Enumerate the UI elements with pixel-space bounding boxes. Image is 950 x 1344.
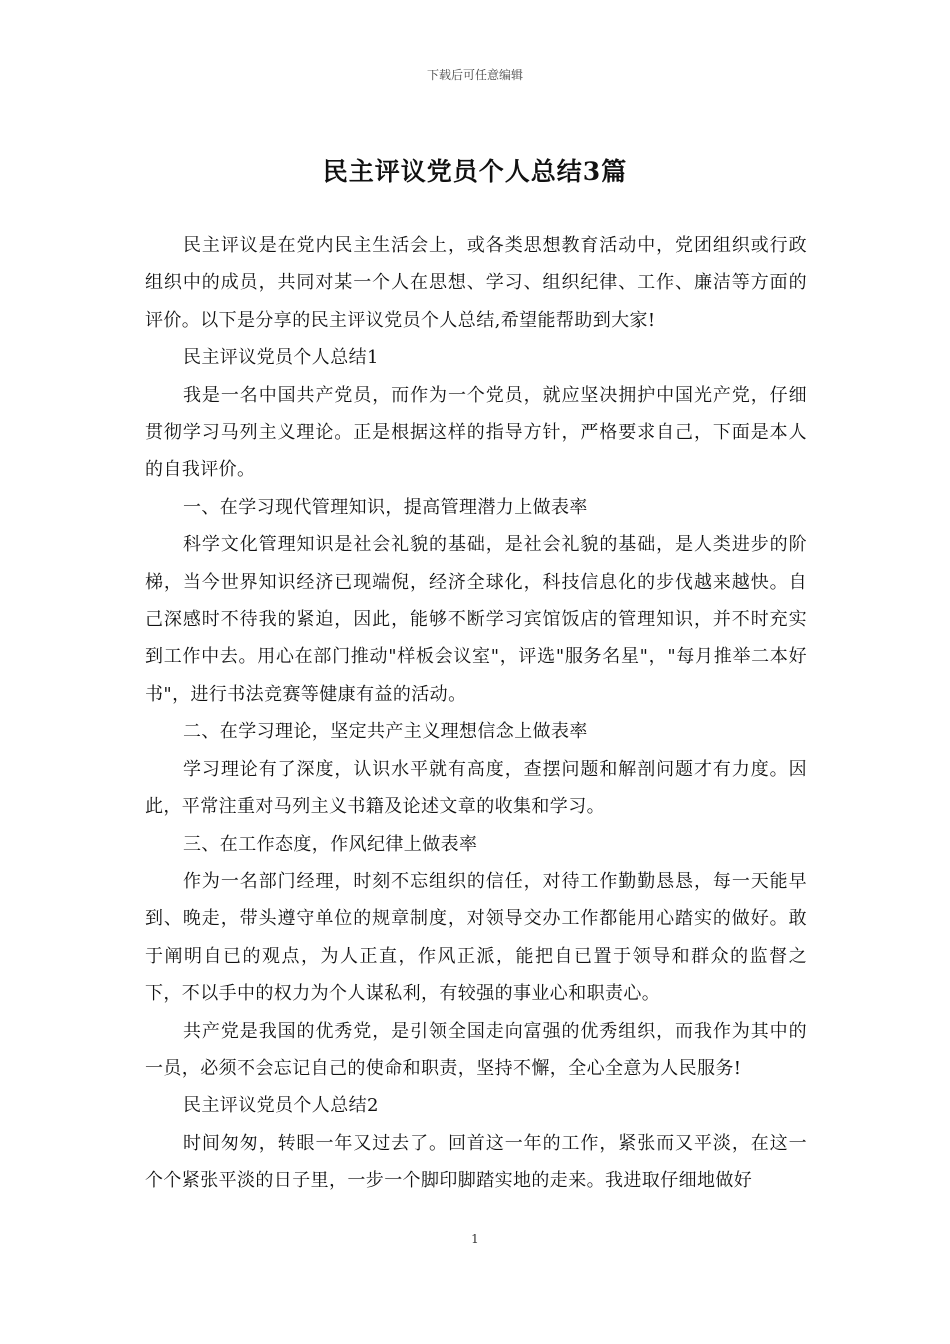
paragraph: 科学文化管理知识是社会礼貌的基础，是社会礼貌的基础，是人类进步的阶梯，当今世界知识经济已现端倪，经济全球化，科技信息化的步伐越来越快。自己深感时不待我的紧迫，因此，能够不断学习宾馆饭店的管理知识，并不时充实到工作中去。用心在部门推动"样板会议室"，评选"服务名星"，"每月推举二本好书"，进行书法竞赛等健康有益的活动。 — [145, 534, 807, 705]
paragraph-intro: 民主评议是在党内民主生活会上，或各类思想教育活动中，党团组织或行政组织中的成员，共同对某一个人在思想、学习、组织纪律、工作、廉洁等方面的评价。以下是分享的民主评议党员个人总结,希望能帮助到大家! — [145, 235, 807, 331]
document-body — [145, 227, 807, 1200]
paragraph: 共产党是我国的优秀党，是引领全国走向富强的优秀组织，而我作为其中的一员，必须不会忘记自己的使命和职责，坚持不懈，全心全意为人民服务! — [145, 1020, 807, 1079]
paragraph: 我是一名中国共产党员，而作为一个党员，就应坚决拥护中国光产党，仔细贯彻学习马列主义理论。正是根据这样的指导方针，严格要求自己，下面是本人的自我评价。 — [145, 384, 807, 481]
page-number: 1 — [471, 1232, 479, 1246]
section-heading-1: 民主评议党员个人总结1 — [183, 347, 379, 369]
paragraph: 作为一名部门经理，时刻不忘组织的信任，对待工作勤勤恳恳，每一天能早到、晚走，带头遵守单位的规章制度，对领导交办工作都能用心踏实的做好。敢于阐明自已的观点，为人正直，作风正派，能把自已置于领导和群众的监督之下，不以手中的权力为个人谋私利，有较强的事业心和职责心。 — [145, 870, 807, 1005]
subheading: 三、在工作态度，作风纪律上做表率 — [183, 833, 478, 855]
paragraph: 时间匆匆，转眼一年又过去了。回首这一年的工作，紧张而又平淡，在这一个个紧张平淡的日子里，一步一个脚印脚踏实地的走来。我进取仔细地做好 — [145, 1132, 807, 1192]
paragraph: 学习理论有了深度，认识水平就有高度，查摆问题和解剖问题才有力度。因此，平常注重对马列主义书籍及论述文章的收集和学习。 — [145, 758, 807, 818]
subheading: 一、在学习现代管理知识，提高管理潜力上做表率 — [183, 496, 588, 518]
section-heading-2: 民主评议党员个人总结2 — [183, 1095, 379, 1117]
document-title: 民主评议党员个人总结3篇 — [322, 157, 628, 186]
subheading: 二、在学习理论，坚定共产主义理想信念上做表率 — [183, 721, 588, 743]
page-header: 下载后可任意编辑 — [426, 68, 523, 82]
